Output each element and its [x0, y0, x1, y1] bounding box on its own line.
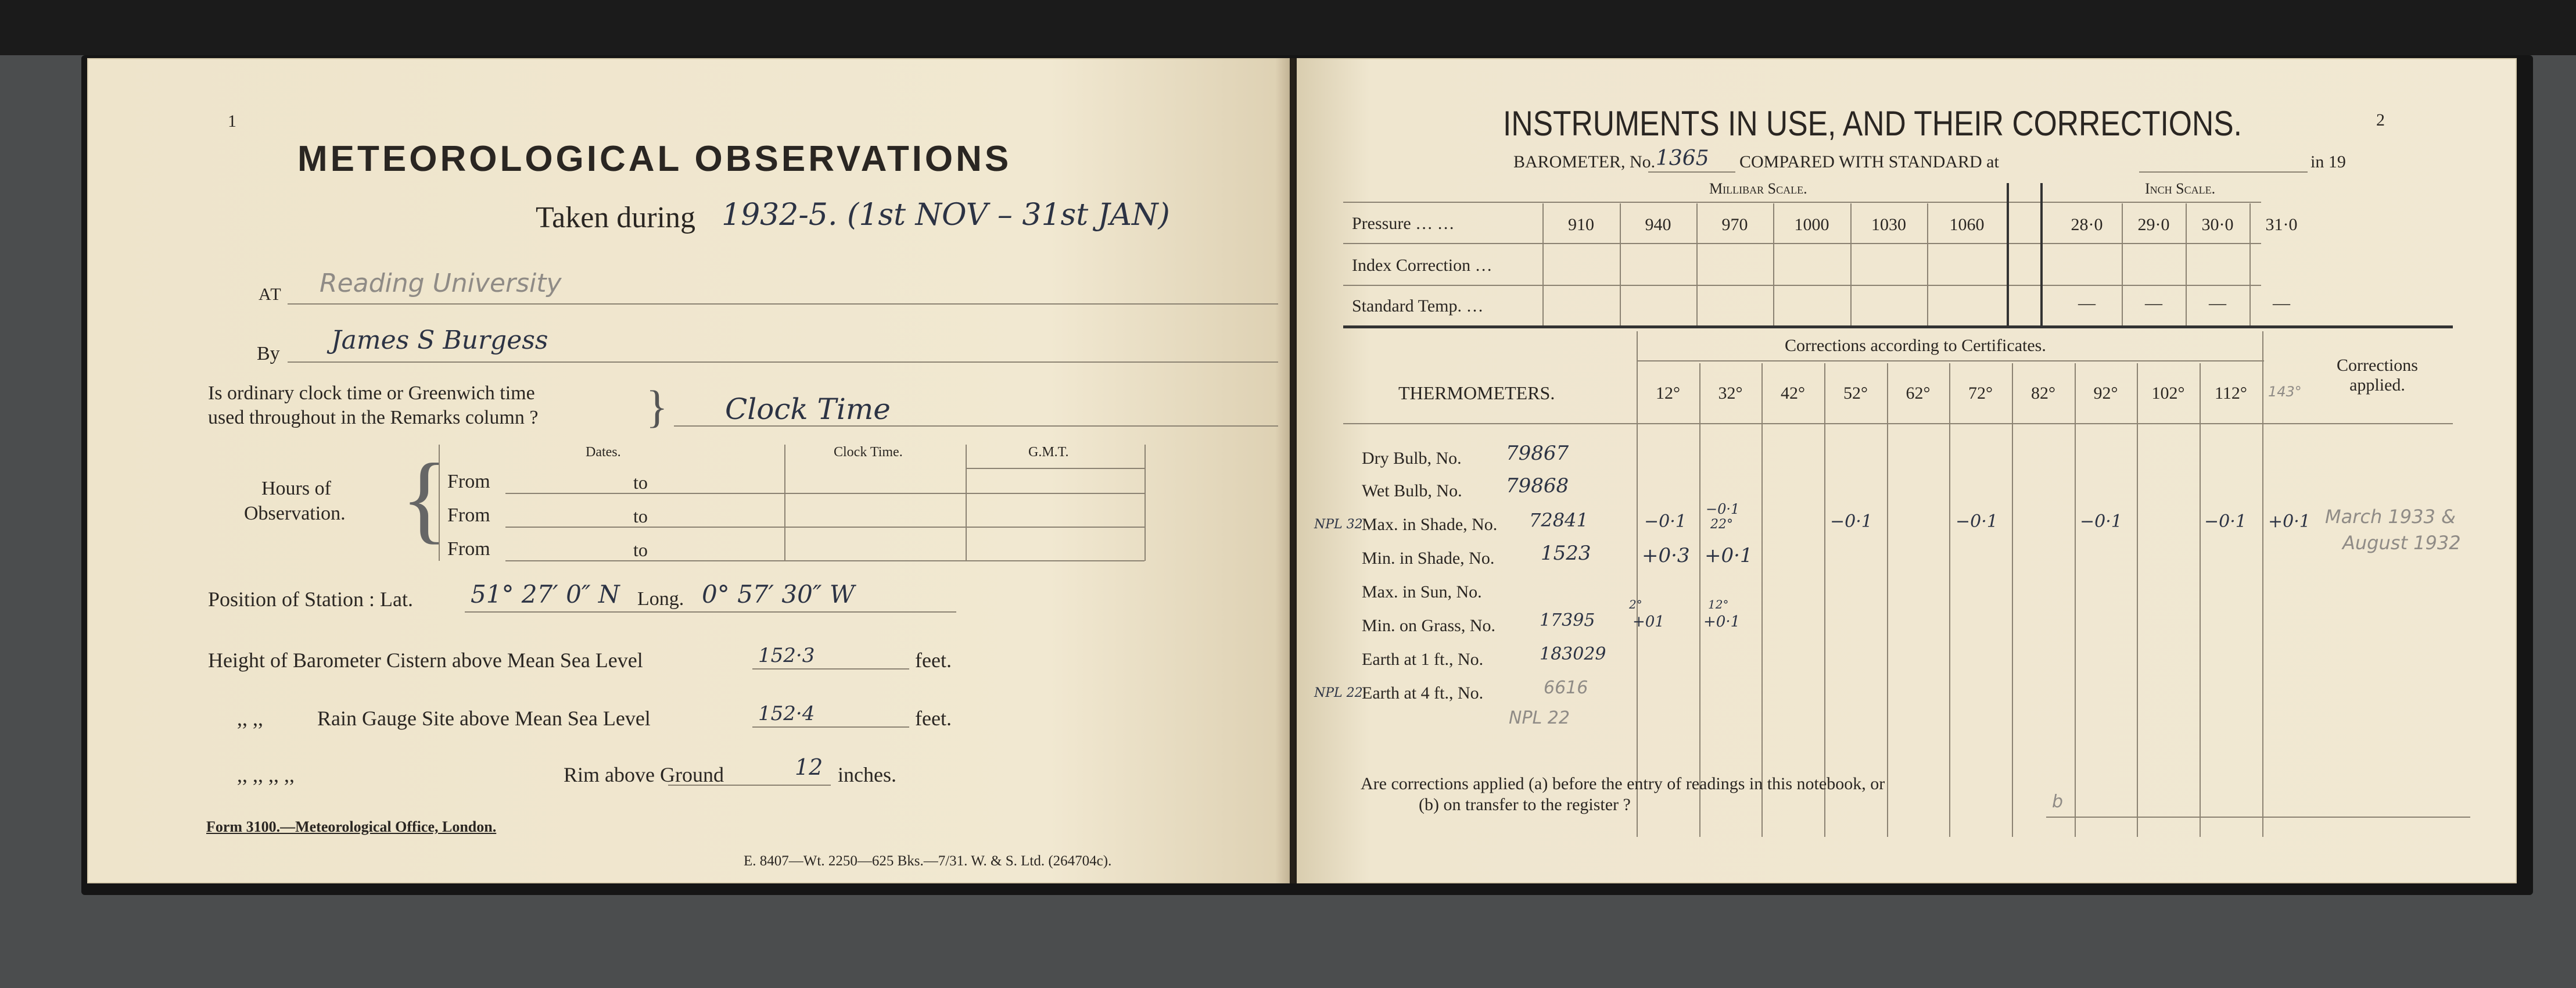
- max-shade-corr-32: −0·1: [1706, 501, 1740, 517]
- lat-value: 51° 27′ 0″ N: [471, 580, 620, 608]
- question-line1: Are corrections applied (a) before the entry of readings in this notebook, or: [1361, 774, 1885, 793]
- rim-value: 12: [795, 754, 823, 780]
- barometer-height-line: [752, 668, 909, 670]
- table-left-border: [439, 445, 440, 561]
- pressure-table-top: [1343, 202, 2261, 203]
- page-title: METEOROLOGICAL OBSERVATIONS: [297, 139, 1012, 179]
- temp-82: 82°: [2031, 384, 2055, 403]
- by-line: [288, 361, 1278, 363]
- in-value-31: 31·0: [2265, 215, 2298, 234]
- thermometers-label: THERMOMETERS.: [1398, 382, 1555, 403]
- by-value: James S Burgess: [331, 325, 548, 355]
- npl-note: NPL 22: [1509, 708, 1570, 728]
- row-earth-4ft-prefix: NPL 22: [1314, 686, 1363, 700]
- temp-62: 62°: [1906, 384, 1931, 403]
- thermo-col-8: [2137, 363, 2138, 837]
- col-gmt: G.M.T.: [1028, 445, 1069, 460]
- thermo-col-6: [2012, 363, 2013, 837]
- row-dry-bulb-number: 79867: [1506, 442, 1569, 465]
- row-wet-bulb-label: Wet Bulb, No.: [1362, 481, 1462, 500]
- year-label: in 19: [2310, 152, 2346, 171]
- temp-92: 92°: [2093, 384, 2118, 403]
- thermo-col-9: [2200, 363, 2201, 837]
- row-min-shade-label: Min. in Shade, No.: [1362, 549, 1495, 568]
- thermo-col-5: [1949, 363, 1950, 837]
- hours-row-line-2: [505, 527, 1145, 528]
- hours-row-line-1: [505, 493, 1145, 494]
- clock-question-line1: Is ordinary clock time or Greenwich time: [208, 382, 535, 404]
- table-divider-1: [784, 445, 785, 561]
- by-label: By: [257, 343, 280, 364]
- scale-divider-2: [2040, 183, 2043, 325]
- thermo-col-7: [2075, 363, 2076, 837]
- max-shade-corr-12: −0·1: [1644, 511, 1687, 532]
- from-label-2: From: [447, 504, 490, 526]
- grass-corr-12-note: 2°: [1629, 597, 1642, 611]
- in-value-28: 28·0: [2071, 215, 2103, 234]
- temp-143: 143°: [2268, 384, 2302, 400]
- thermo-col-4: [1887, 363, 1888, 837]
- applied-note-line2: August 1932: [2342, 532, 2461, 554]
- table-right-border: [1145, 445, 1146, 561]
- gmt-header-line: [966, 468, 1145, 469]
- barometer-number-line: [1648, 171, 1735, 173]
- at-line: [288, 303, 1278, 305]
- hours-row-line-3: [505, 560, 1145, 561]
- taken-during-label: Taken during: [536, 201, 696, 234]
- thermo-col-0: [1637, 331, 1638, 837]
- at-label: AT: [259, 285, 282, 304]
- temp-12: 12°: [1656, 384, 1680, 403]
- to-label-1: to: [633, 472, 648, 493]
- max-shade-corr-32-note: 22°: [1710, 517, 1733, 532]
- corrections-applied-header: Corrections applied.: [2337, 356, 2418, 395]
- brace: }: [646, 381, 668, 432]
- feet-label-2: feet.: [915, 707, 952, 730]
- temp-52: 52°: [1843, 384, 1868, 403]
- row-min-shade-number: 1523: [1541, 542, 1591, 565]
- millibar-scale-label: Millibar Scale.: [1709, 180, 1807, 197]
- compared-label: COMPARED WITH STANDARD at: [1739, 152, 1999, 171]
- rain-gauge-label: Rain Gauge Site above Mean Sea Level: [317, 707, 651, 730]
- max-shade-corr-112: −0·1: [2204, 511, 2247, 532]
- print-code: E. 8407—Wt. 2250—625 Bks.—7/31. W. & S. Ltd. (264704c).: [744, 853, 1112, 869]
- thermo-col-10: [2262, 331, 2263, 837]
- std-temp-dash-3: —: [2209, 293, 2226, 313]
- compared-line: [2139, 171, 2308, 173]
- temp-72: 72°: [1968, 384, 1993, 403]
- applied-note-line1: March 1933 &: [2325, 506, 2456, 528]
- barometer-label: BAROMETER, No.: [1513, 152, 1656, 171]
- rain-gauge-value: 152·4: [758, 702, 815, 725]
- page-number: 2: [2376, 110, 2385, 130]
- pressure-row-line-1: [1343, 243, 2261, 244]
- page-number: 1: [228, 112, 236, 131]
- temp-42: 42°: [1781, 384, 1805, 403]
- row-earth-1ft-label: Earth at 1 ft., No.: [1362, 650, 1484, 669]
- temp-112: 112°: [2215, 384, 2247, 403]
- scanner-background-top: [0, 0, 2576, 55]
- mb-value-1030: 1030: [1871, 215, 1906, 234]
- row-max-sun-label: Max. in Sun, No.: [1362, 582, 1482, 602]
- in-value-29: 29·0: [2137, 215, 2170, 234]
- clock-question-line2: used throughout in the Remarks column ?: [208, 407, 539, 428]
- row-wet-bulb-number: 79868: [1506, 474, 1569, 497]
- rim-label: Rim above Ground: [564, 763, 724, 786]
- index-correction-label: Index Correction …: [1352, 256, 1492, 275]
- grass-corr-32-note: 12°: [1708, 597, 1729, 611]
- max-shade-corr-143: +0·1: [2268, 511, 2310, 532]
- rim-prefix: ,, ,, ,, ,,: [237, 763, 295, 786]
- question-answer-line: [2046, 817, 2470, 818]
- at-value: Reading University: [320, 269, 562, 298]
- thermo-col-2: [1761, 363, 1763, 837]
- long-value: 0° 57′ 30″ W: [702, 580, 855, 608]
- col-clock-time: Clock Time.: [834, 445, 903, 460]
- max-shade-corr-92: −0·1: [2080, 511, 2122, 532]
- std-temp-dash-2: —: [2145, 293, 2162, 313]
- max-shade-corr-52: −0·1: [1830, 511, 1872, 532]
- mb-value-1000: 1000: [1794, 215, 1829, 234]
- mb-value-910: 910: [1568, 215, 1594, 234]
- feet-label-1: feet.: [915, 649, 952, 672]
- question-line2: (b) on transfer to the register ?: [1419, 795, 1631, 814]
- taken-during-value: 1932-5. (1st NOV – 31st JAN): [722, 198, 1170, 232]
- mb-value-970: 970: [1721, 215, 1748, 234]
- clock-answer: Clock Time: [725, 392, 891, 426]
- thermo-header-bottom: [1343, 423, 2453, 424]
- thermo-col-1: [1699, 363, 1700, 837]
- in-value-30: 30·0: [2201, 215, 2234, 234]
- min-shade-corr-32: +0·1: [1705, 544, 1753, 567]
- page-title: INSTRUMENTS IN USE, AND THEIR CORRECTIONS.: [1503, 104, 2242, 143]
- std-temp-dash-4: —: [2273, 293, 2290, 313]
- pressure-row-label: Pressure … …: [1352, 214, 1455, 233]
- from-label-1: From: [447, 471, 490, 492]
- grass-corr-32: +0·1: [1703, 613, 1741, 631]
- col-dates: Dates.: [586, 445, 621, 460]
- row-earth-1ft-number: 183029: [1540, 644, 1606, 664]
- inch-scale-label: Inch Scale.: [2145, 180, 2216, 197]
- position-label: Position of Station : Lat.: [208, 588, 414, 611]
- barometer-number: 1365: [1656, 146, 1709, 170]
- grass-corr-12: +01: [1633, 613, 1664, 631]
- from-label-3: From: [447, 538, 490, 560]
- mb-value-1060: 1060: [1949, 215, 1985, 234]
- thermo-col-3: [1824, 363, 1825, 837]
- table-divider-2: [966, 445, 967, 561]
- to-label-2: to: [633, 506, 648, 527]
- std-temp-dash-1: —: [2078, 293, 2096, 313]
- hours-label-2: Observation.: [244, 503, 346, 524]
- row-min-grass-number: 17395: [1540, 610, 1595, 631]
- barometer-height-value: 152·3: [758, 644, 815, 667]
- row-max-shade-number: 72841: [1529, 509, 1588, 531]
- hours-brace: {: [401, 443, 449, 553]
- form-label: Form 3100.—Meteorological Office, London.: [206, 818, 497, 835]
- standard-temp-label: Standard Temp. …: [1352, 296, 1484, 316]
- min-shade-corr-12: +0·3: [1642, 544, 1690, 567]
- pressure-row-line-2: [1343, 285, 2261, 286]
- row-min-grass-label: Min. on Grass, No.: [1362, 616, 1495, 635]
- to-label-3: to: [633, 539, 648, 560]
- temp-102: 102°: [2151, 384, 2185, 403]
- pressure-table-bottom: [1343, 325, 2453, 328]
- mb-value-940: 940: [1645, 215, 1671, 234]
- clock-line: [674, 425, 1278, 427]
- row-dry-bulb-label: Dry Bulb, No.: [1362, 449, 1462, 468]
- rim-line: [668, 785, 831, 786]
- left-page: [87, 58, 1290, 883]
- corrections-header: Corrections according to Certificates.: [1785, 336, 2046, 355]
- row-earth-4ft-number: 6616: [1544, 678, 1588, 698]
- inches-label: inches.: [838, 763, 896, 786]
- temp-32: 32°: [1718, 384, 1743, 403]
- temps-header-line: [1637, 360, 2264, 361]
- row-max-shade-prefix: NPL 32: [1314, 517, 1363, 532]
- long-label: Long.: [637, 588, 684, 610]
- scale-divider-1: [2007, 183, 2009, 325]
- question-answer: b: [2052, 792, 2064, 812]
- max-shade-corr-72: −0·1: [1956, 511, 1998, 532]
- right-page: [1297, 58, 2517, 883]
- row-earth-4ft-label: Earth at 4 ft., No.: [1362, 683, 1484, 703]
- barometer-height-label: Height of Barometer Cistern above Mean Sea Level: [208, 649, 643, 672]
- row-max-shade-label: Max. in Shade, No.: [1362, 515, 1498, 534]
- position-line: [465, 611, 956, 613]
- rain-gauge-prefix: ,, ,,: [237, 707, 263, 730]
- hours-label-1: Hours of: [261, 478, 331, 499]
- rain-gauge-line: [752, 726, 909, 728]
